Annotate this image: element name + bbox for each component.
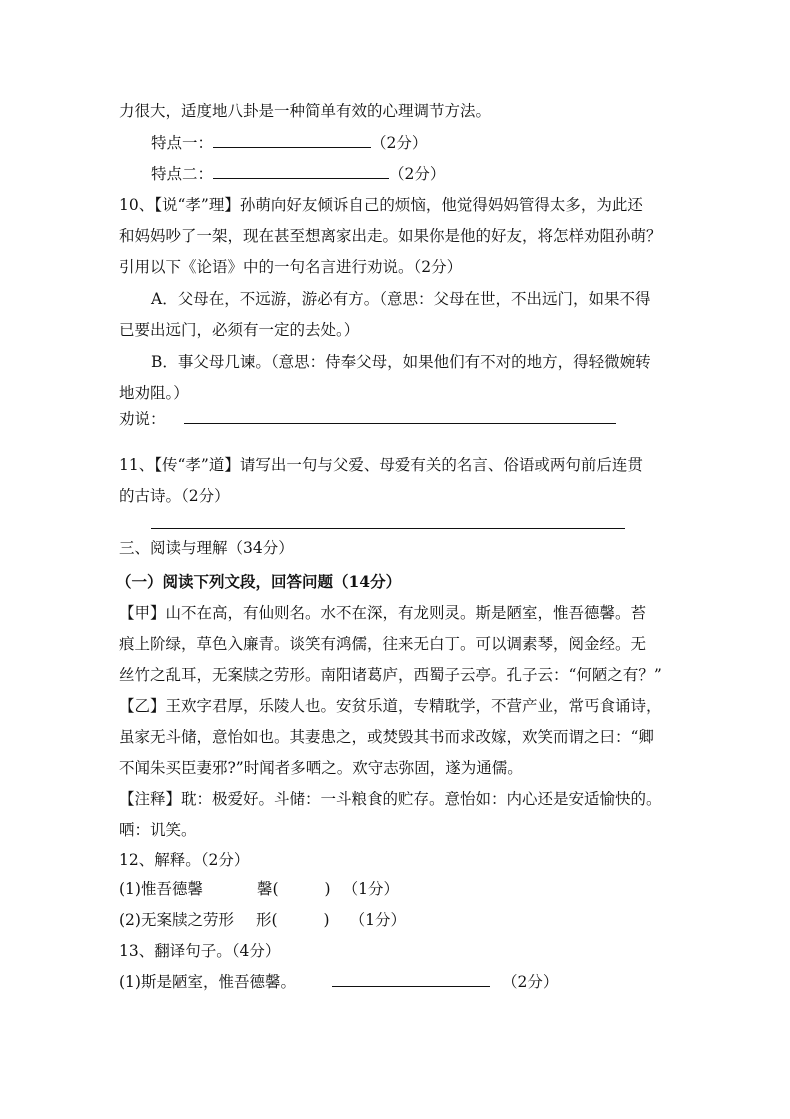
q12-item-2-word: 形( (255, 911, 278, 929)
q12-item-1-close: ) (324, 880, 331, 898)
part-one-heading: （一）阅读下列文段，回答问题（14分） (116, 572, 402, 591)
q13-item-1-text: (1)斯是陋室，惟吾德馨。 (119, 973, 296, 991)
passage-yi-line-3: 不闻朱买臣妻邪?”时闻者多哂之。欢守志弥固，遂为通儒。 (119, 759, 523, 777)
advise-answer-blank[interactable] (184, 409, 616, 424)
q12-item-1-word: 馨( (256, 880, 279, 898)
q12-item-2-close: ) (323, 911, 330, 929)
trait-two-score: （2分） (389, 165, 446, 183)
q12-item-2-text: (2)无案牍之劳形 (119, 911, 234, 929)
question-12-item-1 (119, 878, 399, 900)
notes-line-2: 哂：讥笑。 (119, 821, 197, 839)
passage-jia-line-2: 痕上阶绿，草色入廉青。谈笑有鸿儒，往来无白丁。可以调素琴，阅金经。无 (119, 635, 647, 653)
q12-item-1-text: (1)惟吾德馨 (119, 880, 203, 898)
advise-label: 劝说： (119, 410, 166, 428)
passage-jia-line-1: 【甲】山不在高，有仙则名。水不在深，有龙则灵。斯是陋室，惟吾德馨。苔 (119, 604, 647, 622)
question-11-line-1: 11、【传“孝”道】请写出一句与父爱、母爱有关的名言、俗语或两句前后连贯 (119, 456, 643, 474)
question-11-line-2: 的古诗。（2分） (119, 487, 230, 505)
q12-item-2-score: （1分） (349, 911, 406, 929)
question-10-line-1: 10、【说“孝”理】孙萌向好友倾诉自己的烦恼，他觉得妈妈管得太多，为此还 (119, 196, 643, 214)
q13-item-1-score: （2分） (501, 973, 559, 991)
question-11-answer-blank[interactable] (151, 528, 625, 529)
option-b-line-1: B．事父母几谏。（意思：侍奉父母，如果他们有不对的地方，得轻微婉转 (151, 353, 651, 371)
trait-two-line (151, 163, 445, 185)
option-a-line-2: 已要出远门，必须有一定的去处。） (119, 321, 360, 339)
trait-one-label: 特点一： (151, 134, 214, 152)
option-a-line-1: A．父母在，不远游，游必有方。（意思：父母在世，不出远门，如果不得 (151, 290, 651, 308)
intro-line: 力很大，适度地八卦是一种简单有效的心理调节方法。 (119, 102, 492, 120)
option-b-line-2: 地劝阻。） (119, 384, 189, 402)
question-12-heading: 12、解释。（2分） (119, 851, 250, 869)
trait-one-score: （2分） (371, 134, 428, 152)
trait-two-answer-blank[interactable] (213, 164, 389, 179)
trait-two-label: 特点二： (151, 165, 214, 183)
passage-yi-line-2: 虽家无斗储，意怡如也。其妻患之，或焚毁其书而求改嫁，欢笑而谓之曰：“卿 (119, 728, 654, 746)
section-three-heading: 三、阅读与理解（34分） (119, 539, 294, 557)
notes-line-1: 【注释】耽：极爱好。斗储：一斗粮食的贮存。意怡如：内心还是安适愉快的。 (119, 790, 662, 808)
question-12-item-2 (119, 909, 406, 931)
question-10-line-2: 和妈妈吵了一架，现在甚至想离家出走。如果你是他的好友，将怎样劝阻孙萌？ (119, 227, 662, 245)
question-13-heading: 13、翻译句子。（4分） (119, 942, 281, 960)
trait-one-line (151, 132, 427, 154)
passage-jia-line-3: 丝竹之乱耳，无案牍之劳形。南阳诸葛庐，西蜀子云亭。孔子云：“何陋之有？” (119, 666, 662, 684)
q13-item-1-answer-blank[interactable] (332, 972, 490, 987)
question-10-line-3: 引用以下《论语》中的一句名言进行劝说。（2分） (119, 258, 463, 276)
passage-yi-line-1: 【乙】王欢字君厚，乐陵人也。安贫乐道，专精耽学，不营产业，常丐食诵诗， (119, 697, 662, 715)
advise-line (119, 408, 616, 430)
q12-item-1-score: （1分） (342, 880, 399, 898)
trait-one-answer-blank[interactable] (213, 133, 371, 148)
question-13-item-1 (119, 971, 558, 993)
